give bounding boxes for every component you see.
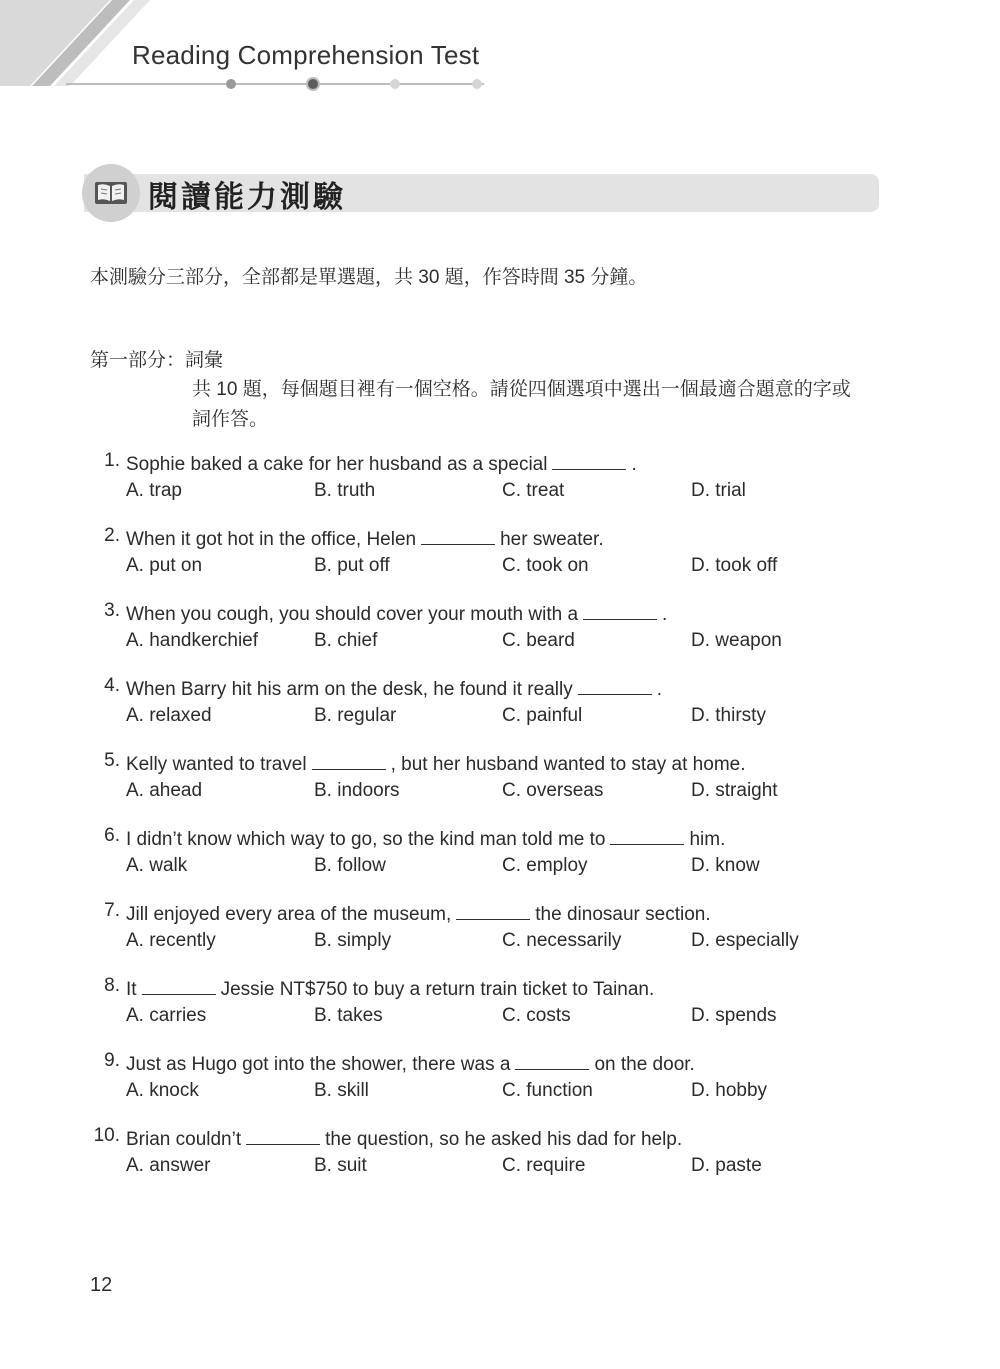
option-c: C. function <box>502 1080 593 1101</box>
option-d: D. especially <box>691 930 799 951</box>
stem-text-after: the question, so he asked his dad for help. <box>325 1129 683 1150</box>
option-b: B. indoors <box>314 780 400 801</box>
open-book-icon <box>94 180 128 206</box>
option-c: C. costs <box>502 1005 571 1026</box>
header-rule <box>66 83 484 85</box>
option-d: D. thirsty <box>691 705 766 726</box>
question-stem <box>126 750 746 776</box>
option-a: A. trap <box>126 480 182 501</box>
question-item <box>88 975 948 1050</box>
stem-text-after: the dinosaur section. <box>535 904 711 925</box>
option-a: A. put on <box>126 555 203 576</box>
option-b: B. suit <box>314 1155 367 1176</box>
answer-blank <box>456 900 530 920</box>
option-d: D. paste <box>691 1155 762 1176</box>
question-item <box>88 450 948 525</box>
question-stem <box>126 675 662 701</box>
question-number: 1. <box>104 450 120 471</box>
option-b: B. takes <box>314 1005 383 1026</box>
question-stem <box>126 975 654 1001</box>
stem-text-before: Sophie baked a cake for her husband as a special <box>126 454 548 475</box>
option-b: B. regular <box>314 705 397 726</box>
section-icon-badge <box>82 164 140 222</box>
stem-text-before: When it got hot in the office, Helen <box>126 529 417 550</box>
option-b: B. put off <box>314 555 390 576</box>
stem-text-before: Jill enjoyed every area of the museum, <box>126 904 452 925</box>
option-a: A. ahead <box>126 780 203 801</box>
option-b: B. skill <box>314 1080 369 1101</box>
answer-blank <box>578 675 652 695</box>
question-stem <box>126 1050 695 1076</box>
answer-blank <box>246 1125 320 1145</box>
option-c: C. treat <box>502 480 565 501</box>
question-number: 9. <box>104 1050 120 1071</box>
option-d: D. trial <box>691 480 746 501</box>
option-b: B. truth <box>314 480 376 501</box>
answer-blank <box>312 750 386 770</box>
option-a: A. recently <box>126 930 216 951</box>
option-c: C. require <box>502 1155 586 1176</box>
option-a: A. relaxed <box>126 705 212 726</box>
test-intro: 本測驗分三部分，全部都是單選題，共 30 題，作答時間 35 分鐘。 <box>90 267 648 288</box>
stem-text-after: her sweater. <box>500 529 604 550</box>
answer-blank <box>421 525 495 545</box>
page-number: 12 <box>90 1274 113 1296</box>
stem-text-before: When you cough, you should cover your mouth with a <box>126 604 579 625</box>
question-stem <box>126 525 604 551</box>
question-item <box>88 600 948 675</box>
question-stem <box>126 450 637 476</box>
question-stem <box>126 900 711 926</box>
option-d: D. know <box>691 855 760 876</box>
question-stem <box>126 600 667 626</box>
option-d: D. straight <box>691 780 778 801</box>
stem-text-after: . <box>656 679 662 700</box>
answer-blank <box>552 450 626 470</box>
answer-blank <box>142 975 216 995</box>
option-d: D. spends <box>691 1005 777 1026</box>
answer-blank <box>610 825 684 845</box>
progress-dot <box>226 79 236 89</box>
stem-text-before: It <box>126 979 137 1000</box>
option-a: A. handkerchief <box>126 630 259 651</box>
question-number: 5. <box>104 750 120 771</box>
question-item <box>88 750 948 825</box>
option-b: B. chief <box>314 630 378 651</box>
question-number: 4. <box>104 675 120 696</box>
question-stem <box>126 1125 682 1151</box>
question-number: 2. <box>104 525 120 546</box>
answer-blank <box>515 1050 589 1070</box>
option-d: D. took off <box>691 555 778 576</box>
option-a: A. knock <box>126 1080 199 1101</box>
stem-text-before: I didn’t know which way to go, so the kind man told me to <box>126 829 606 850</box>
instructions-line: 共 10 題，每個題目裡有一個空格。請從四個選項中選出一個最適合題意的字或 <box>192 379 851 400</box>
option-b: B. follow <box>314 855 386 876</box>
option-a: A. walk <box>126 855 188 876</box>
option-c: C. painful <box>502 705 583 726</box>
stem-text-before: When Barry hit his arm on the desk, he found it really <box>126 679 573 700</box>
option-a: A. answer <box>126 1155 211 1176</box>
option-c: C. beard <box>502 630 575 651</box>
section-title: 閱讀能力測驗 <box>148 181 346 214</box>
question-item <box>88 1050 948 1125</box>
stem-text-after: , but her husband wanted to stay at home. <box>390 754 746 775</box>
stem-text-after: Jessie NT$750 to buy a return train ticket to Tainan. <box>220 979 655 1000</box>
question-item <box>88 825 948 900</box>
option-d: D. hobby <box>691 1080 768 1101</box>
question-item <box>88 525 948 600</box>
stem-text-after: him. <box>689 829 726 850</box>
option-d: D. weapon <box>691 630 782 651</box>
part-title: 第一部分：詞彙 <box>90 350 224 371</box>
question-stem <box>126 825 725 851</box>
question-number: 10. <box>93 1125 120 1146</box>
answer-blank <box>583 600 657 620</box>
question-number: 6. <box>104 825 120 846</box>
corner-decoration <box>0 0 150 86</box>
question-item <box>88 675 948 750</box>
stem-text-before: Just as Hugo got into the shower, there was a <box>126 1054 511 1075</box>
option-c: C. overseas <box>502 780 604 801</box>
progress-dot <box>472 79 482 89</box>
progress-dot-current <box>308 79 318 89</box>
stem-text-after: . <box>662 604 668 625</box>
option-c: C. took on <box>502 555 589 576</box>
stem-text-after: . <box>631 454 637 475</box>
stem-text-before: Brian couldn’t <box>126 1129 242 1150</box>
progress-dot <box>390 79 400 89</box>
part-instructions <box>192 375 892 435</box>
question-number: 3. <box>104 600 120 621</box>
question-item <box>88 1125 948 1200</box>
instructions-line: 詞作答。 <box>192 409 269 430</box>
question-number: 8. <box>104 975 120 996</box>
header-title: Reading Comprehension Test <box>132 40 480 70</box>
option-c: C. necessarily <box>502 930 622 951</box>
question-item <box>88 900 948 975</box>
option-c: C. employ <box>502 855 588 876</box>
option-b: B. simply <box>314 930 392 951</box>
stem-text-before: Kelly wanted to travel <box>126 754 307 775</box>
question-list <box>88 450 948 1200</box>
question-number: 7. <box>104 900 120 921</box>
stem-text-after: on the door. <box>594 1054 695 1075</box>
option-a: A. carries <box>126 1005 207 1026</box>
